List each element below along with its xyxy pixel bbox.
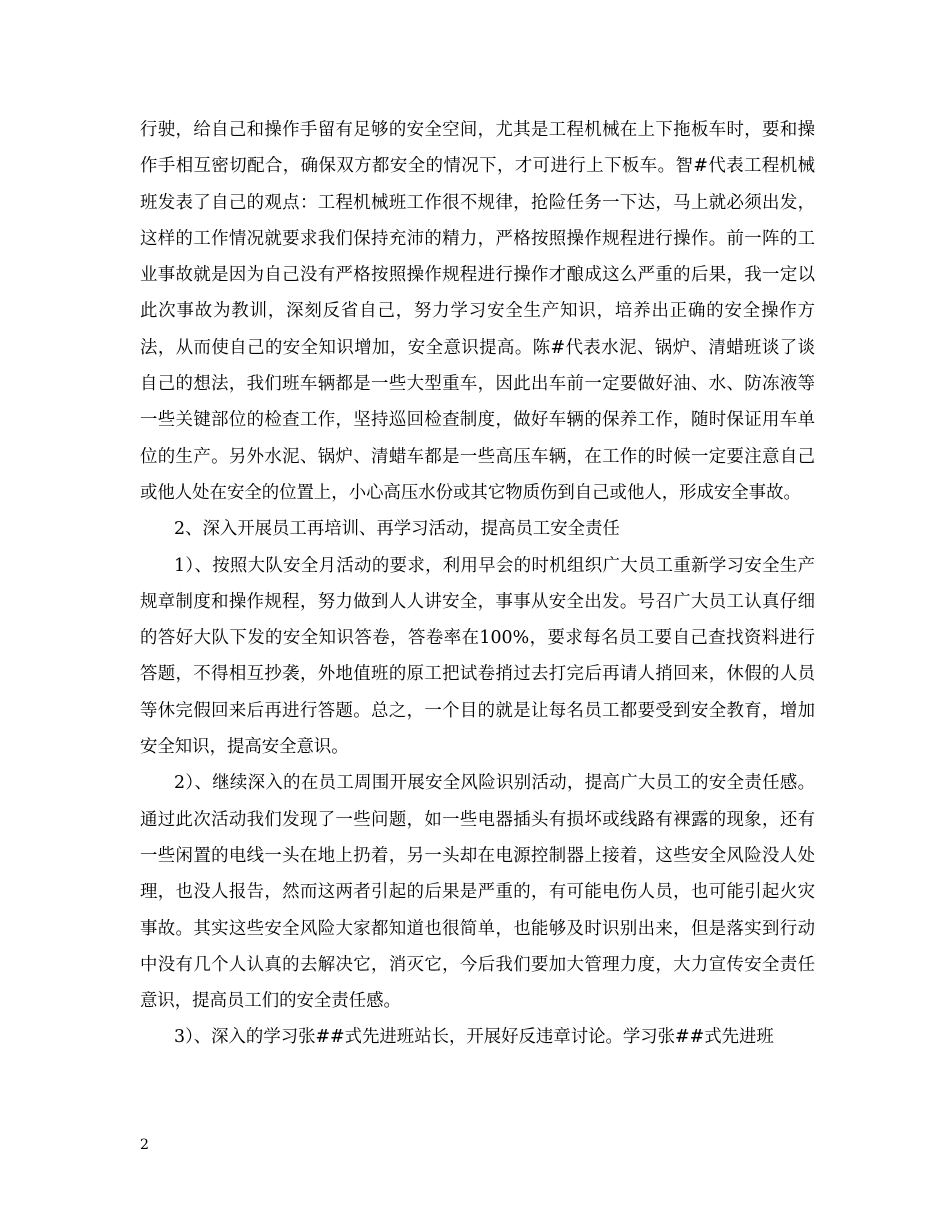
document-body: [140, 112, 815, 1056]
paragraph-4: 2）、继续深入的在员工周围开展安全风险识别活动，提高广大员工的安全责任感。通过此次活动我们发现了一些问题，如一些电器插头有损坏或线路有裸露的现象，还有一些闲置的电线一头在地上扔着，另一头却在电源控制器上接着，这些安全风险没人处理，也没人报告，然而这两者引起的后果是严重的，有可能电伤人员，也可能引起火灾事故。其实这些安全风险大家都知道也很简单，也能够及时识别出来，但是落实到行动中没有几个人认真的去解决它，消灭它，今后我们要加大管理力度，大力宣传安全责任意识，提高员工们的安全责任感。: [140, 773, 815, 1012]
page-number: 2: [140, 1137, 149, 1153]
paragraph-3: 1）、按照大队安全月活动的要求，利用早会的时机组织广大员工重新学习安全生产规章制度和操作规程，努力做到人人讲安全，事事从安全出发。号召广大员工认真仔细的答好大队下发的安全知识答卷，答卷率在100%，要求每名员工要自己查找资料进行答题，不得相互抄袭，外地值班的原工把试卷捎过去打完后再请人捎回来，休假的人员等休完假回来后再进行答题。总之，一个目的就是让每名员工都要受到安全教育，增加安全知识，提高安全意识。: [140, 555, 815, 758]
paragraph-2-heading: 2、深入开展员工再培训、再学习活动，提高员工安全责任: [174, 519, 620, 540]
paragraph-1: 行驶，给自己和操作手留有足够的安全空间，尤其是工程机械在上下拖板车时，要和操作手相互密切配合，确保双方都安全的情况下，才可进行上下板车。智#代表工程机械班发表了自己的观点：工程机械班工作很不规律，抢险任务一下达，马上就必须出发，这样的工作情况就要求我们保持充沛的精力，严格按照操作规程进行操作。前一阵的工业事故就是因为自己没有严格按照操作规程进行操作才酿成这么严重的后果，我一定以此次事故为教训，深刻反省自己，努力学习安全生产知识，培养出正确的安全操作方法，从而使自己的安全知识增加，安全意识提高。陈#代表水泥、锅炉、清蜡班谈了谈自己的想法，我们班车辆都是一些大型重车，因此出车前一定要做好油、水、防冻液等一些关键部位的检查工作，坚持巡回检查制度，做好车辆的保养工作，随时保证用车单位的生产。另外水泥、锅炉、清蜡车都是一些高压车辆，在工作的时候一定要注意自己或他人处在安全的位置上，小心高压水份或其它物质伤到自己或他人，形成安全事故。: [140, 120, 815, 503]
paragraph-5: 3）、深入的学习张##式先进班站长，开展好反违章讨论。学习张##式先进班: [174, 1027, 774, 1048]
